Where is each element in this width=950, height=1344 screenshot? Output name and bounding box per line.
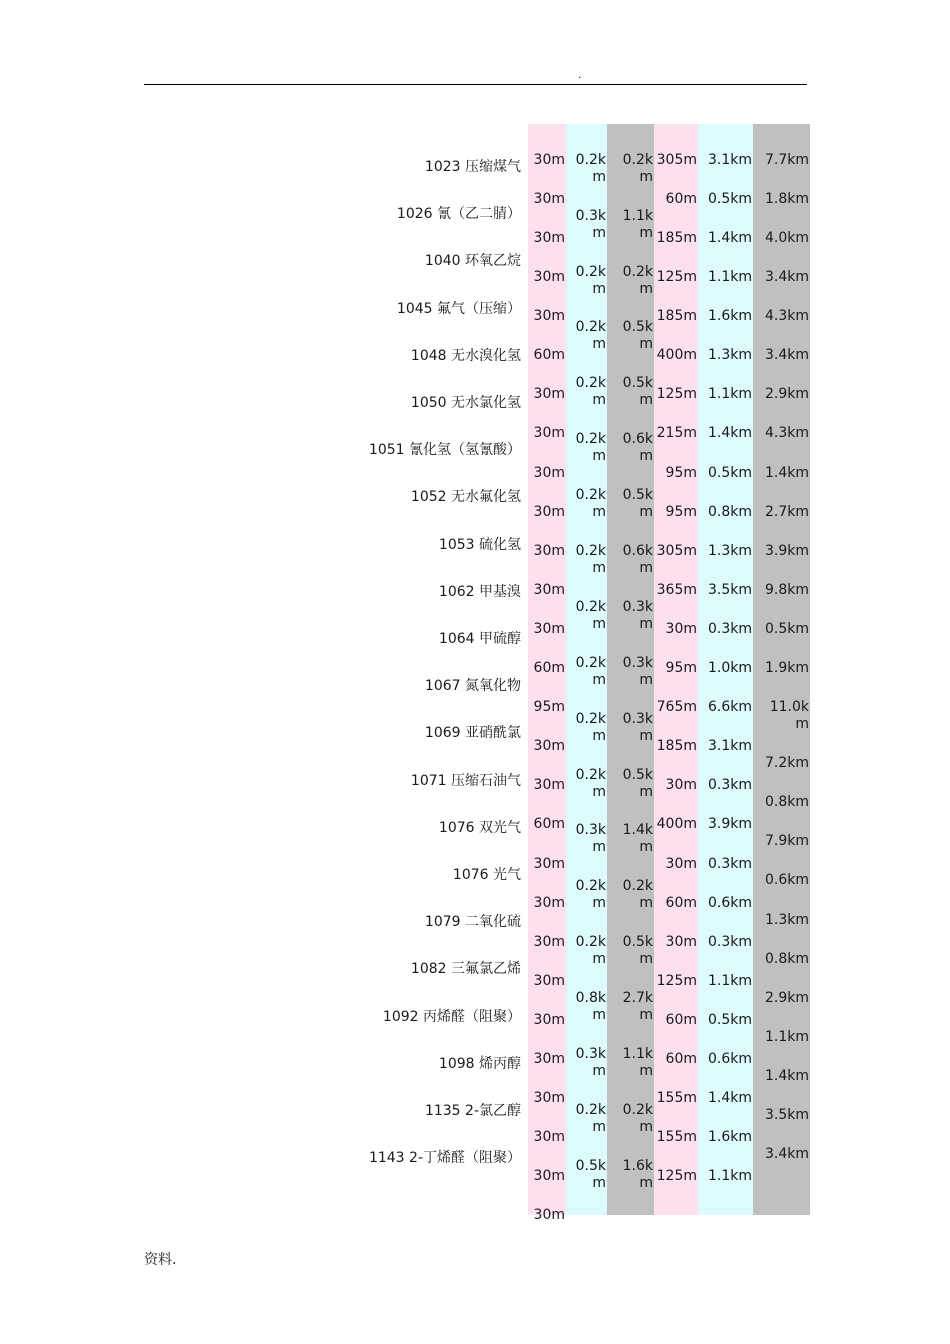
distance-cell: 0.2k m (575, 711, 606, 744)
distance-cell: 30m (533, 1168, 565, 1184)
distance-cell: 365m (656, 582, 697, 598)
distance-cell: 95m (665, 465, 697, 481)
distance-cell: 30m (665, 934, 697, 950)
substance-name: 1069 亚硝酰氯 (424, 725, 521, 742)
distance-cell: 30m (533, 934, 565, 950)
substance-name: 1051 氰化氢（氢氰酸） (368, 442, 521, 459)
distance-cell: 0.2k m (575, 767, 606, 800)
substance-name: 1023 压缩煤气 (424, 159, 521, 175)
distance-cell: 30m (533, 308, 565, 324)
distance-cell: 0.6km (764, 872, 809, 888)
distance-cell: 1.1k m (622, 1046, 653, 1079)
distance-cell: 0.3k m (622, 599, 653, 632)
distance-cell: 30m (533, 386, 565, 402)
distance-cell: 0.2k m (575, 878, 606, 911)
substance-name: 1092 丙烯醛（阻聚） (382, 1008, 521, 1025)
distance-cell: 60m (533, 660, 565, 676)
distance-cell: 60m (665, 191, 697, 207)
distance-cell: 3.1km (707, 738, 752, 754)
substance-name: 1045 氟气（压缩） (396, 300, 521, 317)
distance-cell: 3.4km (764, 347, 809, 363)
distance-cell: 0.5k m (622, 487, 653, 520)
distance-cell: 3.9km (764, 543, 809, 559)
distance-cell: 155m (656, 1129, 697, 1145)
distance-cell: 0.2k m (575, 655, 606, 688)
distance-cell: 1.6km (707, 308, 752, 324)
distance-cell: 0.3km (707, 934, 752, 950)
distance-cell: 125m (656, 386, 697, 402)
distance-cell: 0.6km (707, 1051, 752, 1067)
distance-cell: 0.6km (707, 895, 752, 911)
substance-name: 1098 烯丙醇 (438, 1055, 521, 1072)
distance-cell: 30m (533, 1207, 565, 1223)
distance-cell: 30m (533, 152, 565, 168)
distance-cell: 1.3km (764, 912, 809, 928)
distance-cell: 30m (533, 582, 565, 598)
distance-cell: 30m (533, 191, 565, 207)
substance-name: 1050 无水氯化氢 (410, 395, 521, 411)
distance-cell: 30m (533, 895, 565, 911)
distance-cell: 0.5km (707, 191, 752, 207)
distance-cell: 4.3km (764, 425, 809, 441)
distance-cell: 11.0k m (769, 699, 809, 732)
distance-cell: 2.9km (764, 990, 809, 1006)
distance-cell: 0.3km (707, 621, 752, 637)
distance-cell: 9.8km (764, 582, 809, 598)
distance-cell: 0.2k m (575, 934, 606, 967)
substance-name: 1076 双光气 (438, 819, 521, 836)
distance-cell: 0.5k m (622, 375, 653, 408)
substance-name: 1079 二氧化硫 (424, 914, 521, 931)
distance-cell: 0.2k m (575, 431, 606, 464)
distance-cell: 1.6k m (622, 1158, 653, 1191)
distance-cell: 30m (533, 543, 565, 559)
distance-cell: 0.5k m (622, 319, 653, 352)
distance-cell: 30m (665, 856, 697, 872)
distance-cell: 60m (665, 895, 697, 911)
substance-name: 1040 环氧乙烷 (424, 253, 521, 270)
distance-cell: 1.1k m (622, 208, 653, 241)
substance-name: 1064 甲硫醇 (438, 631, 521, 647)
distance-cell: 0.2k m (575, 599, 606, 632)
distance-cell: 2.7k m (622, 990, 653, 1023)
distance-cell: 0.3k m (575, 822, 606, 855)
distance-cell: 0.2k m (622, 264, 653, 297)
distance-cell: 0.2k m (575, 375, 606, 408)
distance-cell: 95m (665, 504, 697, 520)
distance-cell: 0.5km (707, 1012, 752, 1028)
header-rule (144, 84, 807, 85)
distance-cell: 1.1km (707, 1168, 752, 1184)
distance-cell: 0.5km (707, 465, 752, 481)
distance-cell: 95m (533, 699, 565, 715)
distance-cell: 0.5k m (622, 767, 653, 800)
distance-cell: 305m (656, 152, 697, 168)
distance-cell: 0.2k m (622, 1102, 653, 1135)
distance-cell: 0.2k m (622, 152, 653, 185)
distance-cell: 0.2k m (575, 1102, 606, 1135)
distance-cell: 0.3k m (622, 711, 653, 744)
distance-cell: 0.5k m (575, 1158, 606, 1191)
distance-cell: 0.5km (764, 621, 809, 637)
distance-cell: 305m (656, 543, 697, 559)
distance-cell: 0.2k m (575, 487, 606, 520)
distance-cell: 185m (656, 308, 697, 324)
distance-cell: 1.4km (764, 465, 809, 481)
distance-cell: 0.2k m (622, 878, 653, 911)
distance-cell: 0.3km (707, 777, 752, 793)
distance-cell: 30m (533, 1090, 565, 1106)
distance-cell: 0.8km (764, 794, 809, 810)
distance-cell: 30m (533, 1012, 565, 1028)
distance-cell: 30m (533, 230, 565, 246)
distance-cell: 60m (533, 347, 565, 363)
distance-cell: 0.3km (707, 856, 752, 872)
distance-cell: 30m (533, 1129, 565, 1145)
distance-cell: 1.3km (707, 347, 752, 363)
distance-cell: 3.4km (764, 1146, 809, 1162)
distance-cell: 30m (533, 465, 565, 481)
substance-name: 1067 氮氧化物 (424, 678, 521, 695)
distance-cell: 3.9km (707, 816, 752, 832)
distance-cell: 0.6k m (622, 543, 653, 576)
distance-cell: 4.3km (764, 308, 809, 324)
distance-cell: 4.0km (764, 230, 809, 246)
distance-cell: 60m (665, 1051, 697, 1067)
distance-cell: 1.6km (707, 1129, 752, 1145)
distance-cell: 1.8km (764, 191, 809, 207)
distance-cell: 0.3k m (622, 655, 653, 688)
distance-cell: 30m (533, 856, 565, 872)
distance-cell: 185m (656, 230, 697, 246)
distance-cell: 1.1km (707, 973, 752, 989)
substance-name: 1052 无水氟化氢 (410, 489, 521, 506)
distance-cell: 30m (533, 973, 565, 989)
distance-cell: 125m (656, 973, 697, 989)
distance-cell: 1.4km (707, 230, 752, 246)
distance-cell: 1.9km (764, 660, 809, 676)
distance-cell: 185m (656, 738, 697, 754)
distance-cell: 1.4km (707, 1090, 752, 1106)
distance-cell: 30m (665, 621, 697, 637)
distance-cell: 1.3km (707, 543, 752, 559)
distance-cell: 7.2km (764, 755, 809, 771)
distance-cell: 400m (656, 347, 697, 363)
distance-cell: 0.2k m (575, 543, 606, 576)
distance-cell: 0.2k m (575, 152, 606, 185)
distance-cell: 7.9km (764, 833, 809, 849)
distance-cell: 0.3k m (575, 1046, 606, 1079)
distance-cell: 3.1km (707, 152, 752, 168)
distance-cell: 1.1km (764, 1029, 809, 1045)
distance-cell: 3.5km (707, 582, 752, 598)
distance-cell: 30m (533, 621, 565, 637)
substance-name: 1076 光气 (452, 867, 521, 883)
distance-cell: 95m (665, 660, 697, 676)
distance-cell: 30m (533, 777, 565, 793)
distance-cell: 3.5km (764, 1107, 809, 1123)
distance-cell: 125m (656, 269, 697, 285)
distance-cell: 30m (533, 1051, 565, 1067)
distance-cell: 30m (533, 425, 565, 441)
distance-cell: 1.1km (707, 269, 752, 285)
distance-cell: 1.4km (707, 425, 752, 441)
distance-cell: 7.7km (764, 152, 809, 168)
footer-text: 资料. (144, 1252, 177, 1268)
distance-cell: 1.4km (764, 1068, 809, 1084)
distance-cell: 1.0km (707, 660, 752, 676)
distance-cell: 0.2k m (575, 264, 606, 297)
distance-cell: 125m (656, 1168, 697, 1184)
substance-name: 1071 压缩石油气 (410, 772, 521, 789)
substance-name: 1143 2-丁烯醛（阻聚） (368, 1150, 521, 1167)
distance-cell: 30m (533, 504, 565, 520)
substance-name: 1082 三氟氯乙烯 (410, 961, 521, 978)
distance-cell: 0.2k m (575, 319, 606, 352)
distance-cell: 0.6k m (622, 431, 653, 464)
distance-cell: 30m (665, 777, 697, 793)
distance-cell: 2.9km (764, 386, 809, 402)
distance-cell: 6.6km (707, 699, 752, 715)
distance-cell: 60m (665, 1012, 697, 1028)
distance-cell: 2.7km (764, 504, 809, 520)
distance-cell: 0.8k m (575, 990, 606, 1023)
distance-cell: 60m (533, 816, 565, 832)
substance-name: 1053 硫化氢 (438, 536, 521, 553)
distance-cell: 0.8km (707, 504, 752, 520)
distance-cell: 215m (656, 425, 697, 441)
distance-cell: 400m (656, 816, 697, 832)
distance-cell: 0.8km (764, 951, 809, 967)
distance-cell: 155m (656, 1090, 697, 1106)
substance-name: 1135 2-氯乙醇 (424, 1103, 521, 1119)
distance-cell: 1.1km (707, 386, 752, 402)
distance-cell: 0.5k m (622, 934, 653, 967)
substance-name: 1062 甲基溴 (438, 583, 521, 600)
distance-cell: 765m (656, 699, 697, 715)
distance-cell: 30m (533, 269, 565, 285)
distance-cell: 1.4k m (622, 822, 653, 855)
substance-name: 1048 无水溴化氢 (410, 347, 521, 364)
distance-cell: 0.3k m (575, 208, 606, 241)
header-dot: . (578, 68, 582, 81)
distance-cell: 30m (533, 738, 565, 754)
substance-name: 1026 氰（乙二腈） (396, 206, 521, 223)
distance-cell: 3.4km (764, 269, 809, 285)
